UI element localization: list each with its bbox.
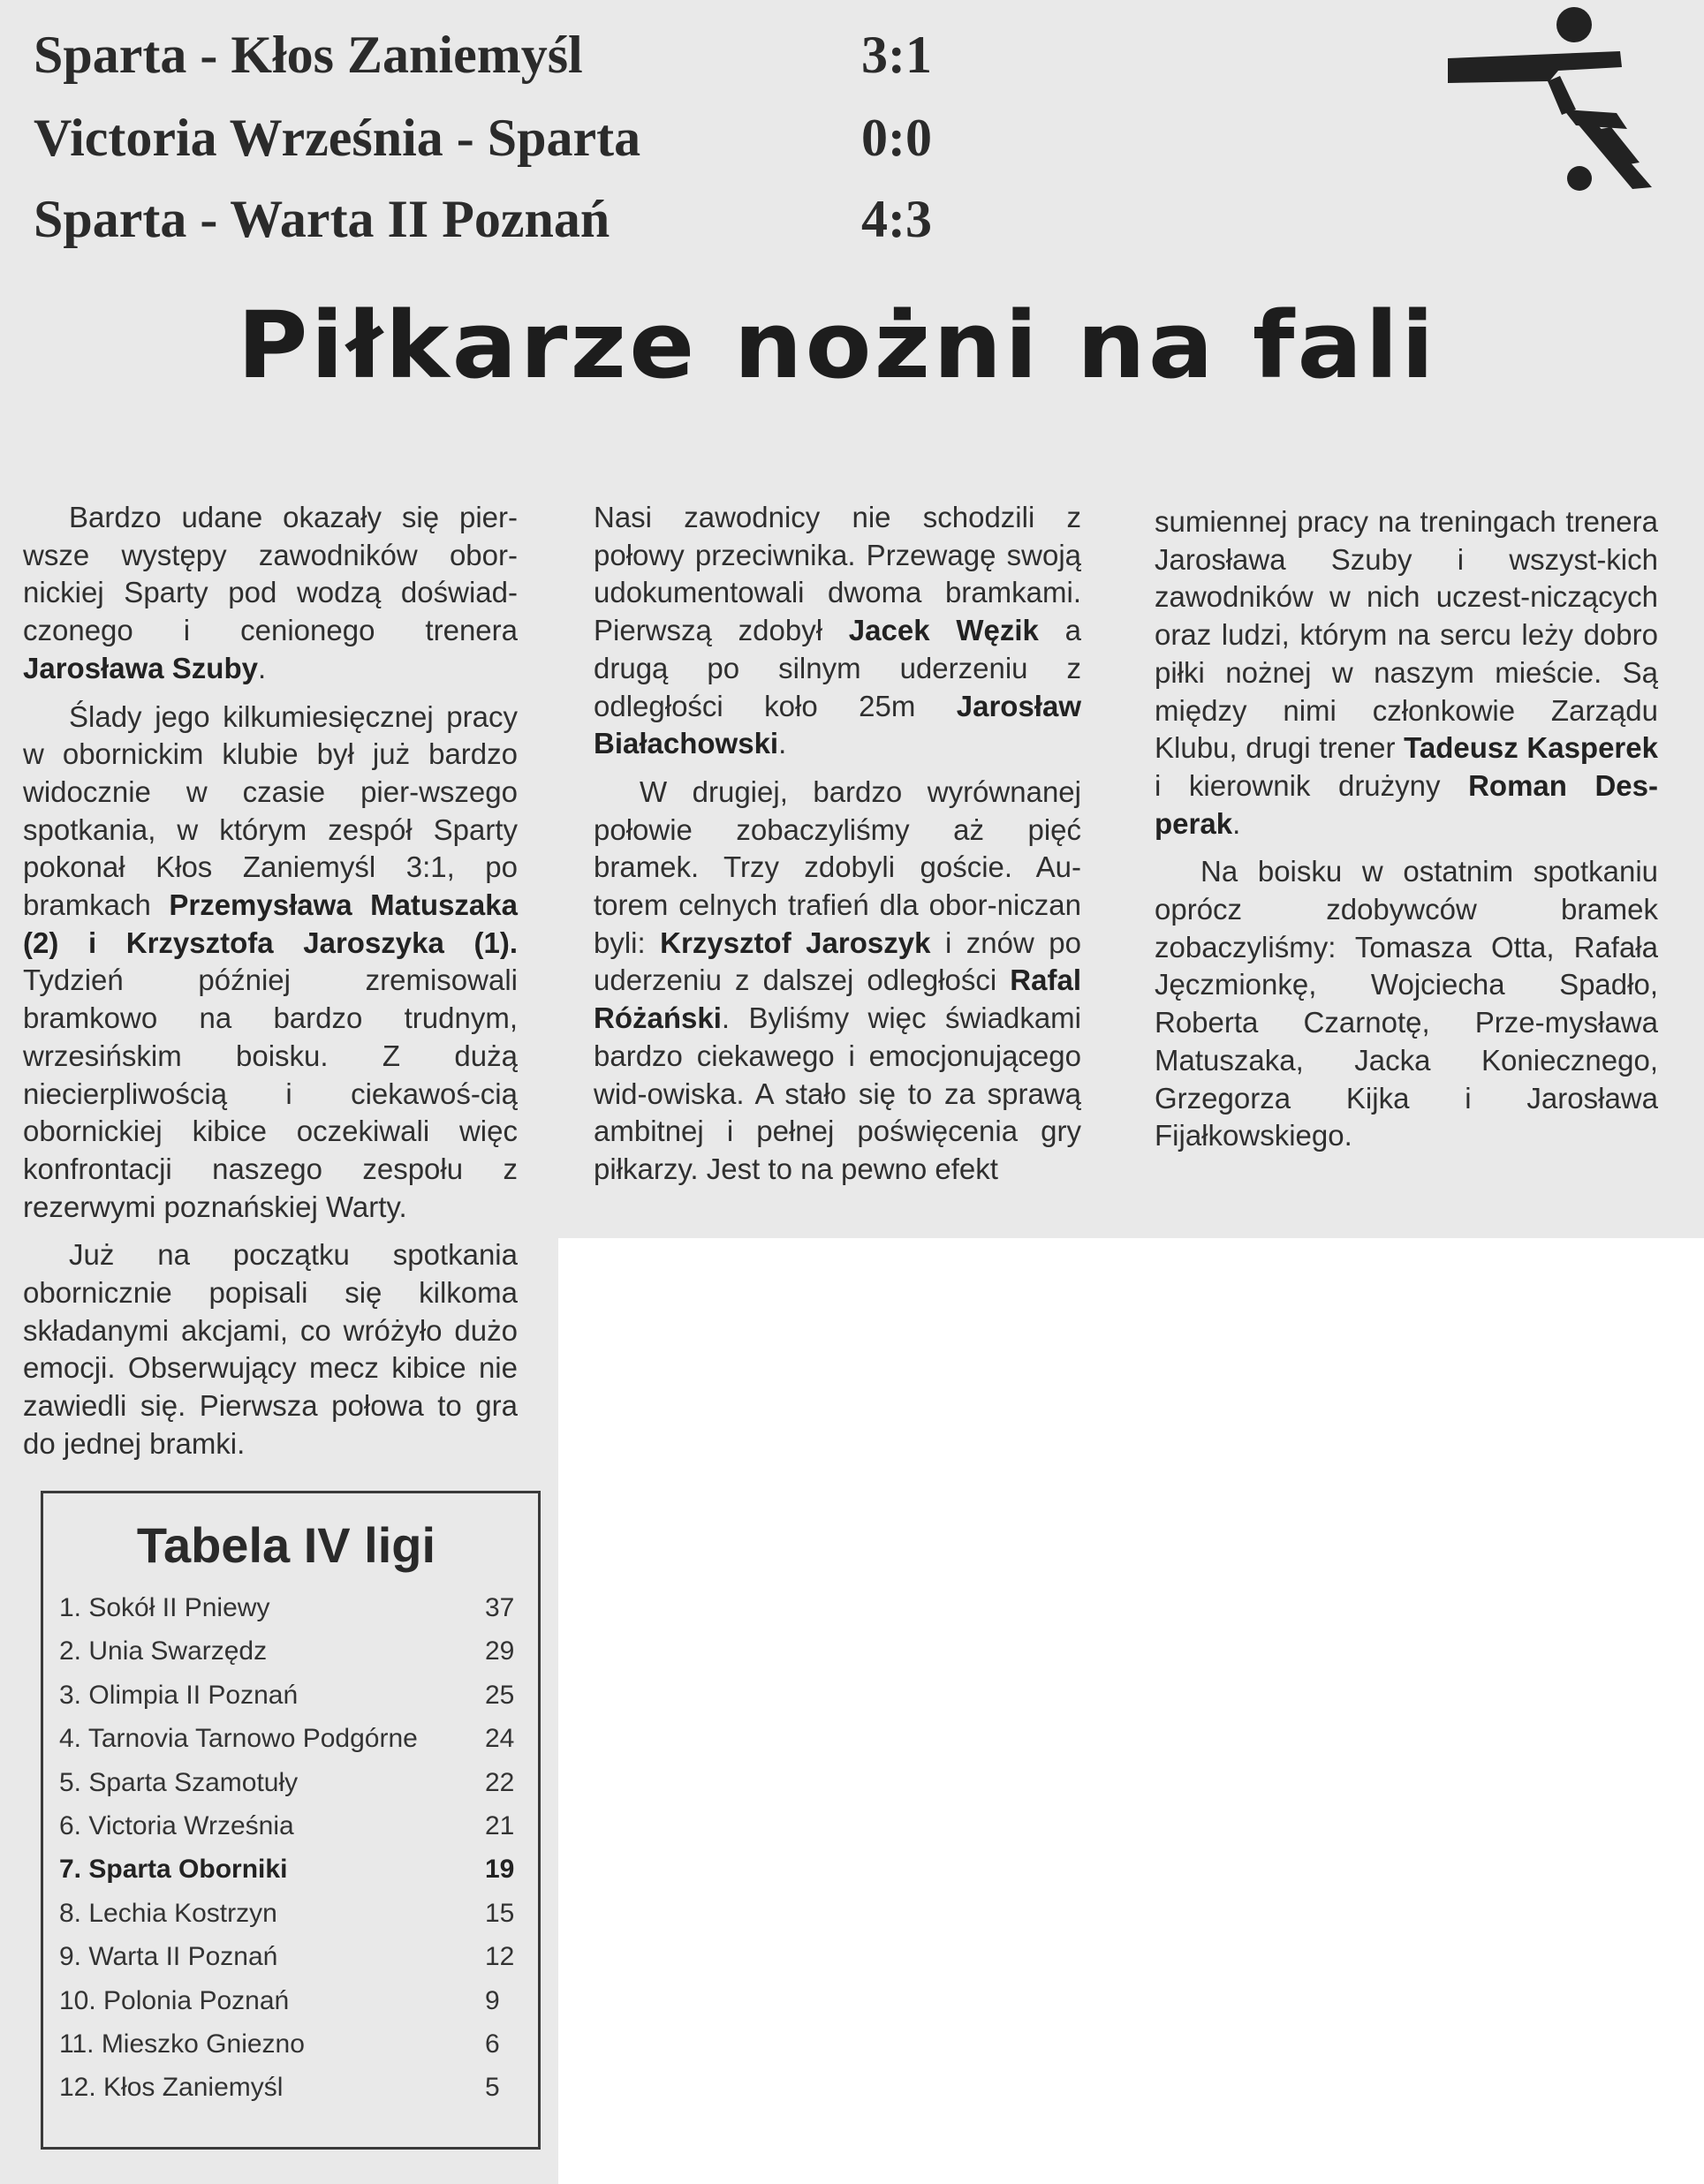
match-score: 0:0: [861, 109, 932, 167]
footballer-icon: [1443, 5, 1655, 194]
name-highlight: Krzysztof Jaroszyk: [660, 926, 931, 959]
team-points: 29: [485, 1636, 515, 1666]
team-points: 37: [485, 1593, 515, 1622]
team-points: 24: [485, 1724, 515, 1754]
team-name: 2. Unia Swarzędz: [59, 1636, 268, 1666]
league-row: [59, 1717, 538, 1760]
team-points: 6: [485, 2029, 500, 2059]
name-highlight: Tadeusz Kasperek: [1404, 731, 1658, 765]
team-points: 22: [485, 1767, 515, 1797]
league-row: [59, 1892, 538, 1935]
league-row: [59, 1761, 538, 1804]
paragraph: sumiennej pracy na treningach trenera Jarosława Szuby i wszyst-kich zawodników w nich uczest-niczących oraz ludzi, którym na sercu leży dobro piłki nożnej w naszym mieście. Są między nimi członkowie Zarządu Klubu, drugi trener Tadeusz Kasperek i kierownik drużyny Roman Des-perak.: [1155, 505, 1658, 840]
league-row: [59, 2066, 538, 2109]
team-name: 6. Victoria Września: [59, 1810, 294, 1840]
match-teams: Sparta - Warta II Poznań: [34, 190, 610, 248]
paragraph: Na boisku w ostatnim spotkaniu oprócz zdobywców bramek zobaczyliśmy: Tomasza Otta, Rafała Jęczmionkę, Wojciecha Spadło, Roberta Czarnotę, Prze-mysława Matuszaka, Jacka Koniecznego, Grzegorza Kijka i Jarosława Fijałkowskiego.: [1155, 855, 1658, 1152]
team-name: 8. Lechia Kostrzyn: [59, 1898, 277, 1928]
team-name: 4. Tarnovia Tarnowo Podgórne: [59, 1724, 418, 1754]
league-table-rows: [59, 1586, 538, 2110]
league-row: [59, 2022, 538, 2066]
team-name: 9. Warta II Poznań: [59, 1942, 278, 1972]
league-row-highlight: [59, 1848, 538, 1891]
team-name: 1. Sokół II Pniewy: [59, 1593, 270, 1622]
name-highlight: Roman Des-perak: [1155, 768, 1658, 840]
name-highlight: Jarosław Białachowski: [594, 689, 1081, 760]
league-row: [59, 1586, 538, 1629]
match-teams: Victoria Września - Sparta: [34, 109, 641, 167]
league-row: [59, 1629, 538, 1673]
name-highlight: Przemysława Matuszaka (2) i Krzysztofa Jaroszyka (1).: [23, 888, 518, 959]
league-table-title: Tabela IV ligi: [136, 1517, 436, 1573]
league-row: [59, 1979, 538, 2022]
article-column-2: [594, 499, 1081, 1189]
league-row: [59, 1674, 538, 1717]
team-points: 21: [485, 1810, 515, 1840]
name-highlight: Jacek Węzik: [848, 614, 1039, 647]
team-points: 12: [485, 1942, 515, 1972]
team-name: 10. Polonia Poznań: [59, 1985, 290, 2015]
paragraph: Bardzo udane okazały się pier-wsze występy zawodników obor-nickiej Sparty pod wodzą doświad-czonego i cenionego trenera Jarosława Szuby.: [23, 501, 518, 684]
team-name: 3. Olimpia II Poznań: [59, 1680, 299, 1710]
match-score: 4:3: [861, 190, 932, 248]
league-row: [59, 1804, 538, 1848]
name-highlight: Jarosława Szuby: [23, 651, 258, 684]
team-points: 9: [485, 1985, 500, 2015]
paragraph: W drugiej, bardzo wyrównanej połowie zobaczyliśmy aż pięć bramek. Trzy zdobyli goście. Au-torem celnych trafień dla obor-niczan byli: Krzysztof Jaroszyk i znów po uderzeniu z dalszej odległości Rafal Różański. Byliśmy więc świadkami bardzo ciekawego i emocjonującego wid-owiska. A stało się to za sprawą ambitnej i pełnej poświęcenia gry piłkarzy. Jest to na pewno efekt: [594, 775, 1081, 1185]
name-highlight: Rafal Różański: [594, 964, 1081, 1035]
headline: Piłkarze nożni na fali: [237, 291, 1437, 399]
league-row: [59, 1935, 538, 1978]
team-points: 25: [485, 1680, 515, 1710]
article-column-3: [1155, 503, 1658, 1155]
team-points: 15: [485, 1898, 515, 1928]
match-score: 3:1: [861, 26, 932, 84]
league-table: [41, 1491, 541, 2150]
article-column-1: [23, 499, 518, 1463]
team-points: 19: [485, 1855, 515, 1885]
paragraph: Nasi zawodnicy nie schodzili z połowy przeciwnika. Przewagę swoją udokumentowali dwoma bramkami. Pierwszą zdobył Jacek Węzik a drugą po silnym uderzeniu z odległości koło 25m Jarosław Białachowski.: [594, 501, 1081, 760]
team-points: 5: [485, 2073, 500, 2103]
paragraph: Już na początku spotkania obornicznie popisali się kilkoma składanymi akcjami, co wróżyło dużo emocji. Obserwujący mecz kibice nie zawiedli się. Pierwsza połowa to gra do jednej bramki.: [23, 1238, 518, 1460]
team-name: 5. Sparta Szamotuły: [59, 1767, 299, 1797]
team-name: 7. Sparta Oborniki: [59, 1855, 288, 1885]
team-name: 12. Kłos Zaniemyśl: [59, 2073, 284, 2103]
team-name: 11. Mieszko Gniezno: [59, 2029, 305, 2059]
paragraph: Ślady jego kilkumiesięcznej pracy w obornickim klubie był już bardzo widocznie w czasie pier-wszego spotkania, w którym zespół Sparty pokonał Kłos Zaniemyśl 3:1, po bramkach Przemysława Matuszaka (2) i Krzysztofa Jaroszyka (1). Tydzień później zremisowali bramkowo na bardzo trudnym, wrzesińskim boisku. Z dużą niecierpliwością i ciekawoś-cią obornickiej kibice oczekiwali więc konfrontacji naszego zespołu z rezerwymi poznańskiej Warty.: [23, 699, 518, 1223]
match-teams: Sparta - Kłos Zaniemyśl: [34, 26, 583, 84]
